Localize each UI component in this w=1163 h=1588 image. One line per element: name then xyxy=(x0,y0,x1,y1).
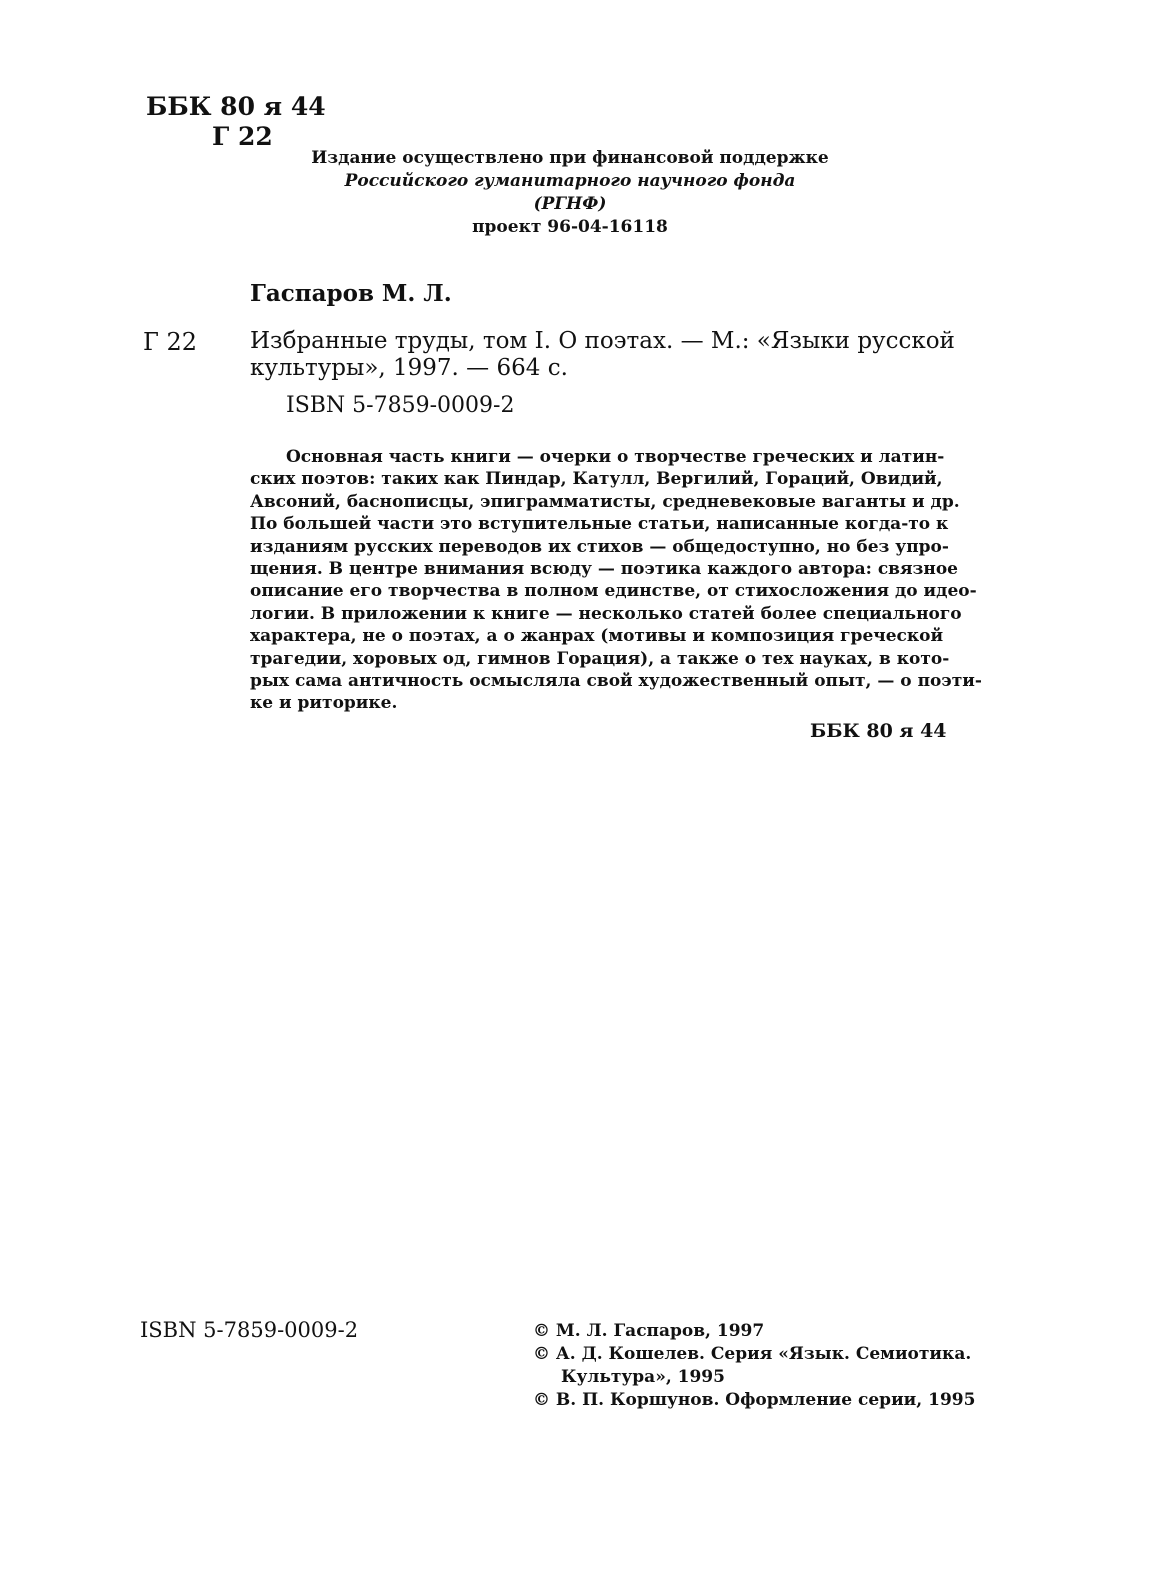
annotation-line: характера, не о поэтах, а о жанрах (мотивы и композиция греческой xyxy=(250,626,944,647)
funding-line: Издание осуществлено при финансовой поддержке xyxy=(311,148,829,168)
isbn-record: ISBN 5-7859-0009-2 xyxy=(286,393,515,418)
title-line: культуры», 1997. — 664 с. xyxy=(250,355,568,381)
annotation xyxy=(250,446,982,715)
funding-project: проект 96-04-16118 xyxy=(472,217,668,237)
bbk-code-top: ББК 80 я 44 xyxy=(146,92,326,121)
funding-fund-name: Российского гуманитарного научного фонда xyxy=(344,171,796,191)
copyright-line: © М. Л. Гаспаров, 1997 xyxy=(533,1321,765,1341)
annotation-line: Авсоний, баснописцы, эпиграмматисты, средневековые ваганты и др. xyxy=(250,491,960,512)
annotation-line: ке и риторике. xyxy=(250,693,398,714)
annotation-line: трагедии, хоровых од, гимнов Горация), а также о тех науках, в кото- xyxy=(250,648,950,669)
author-heading: Гаспаров М. Л. xyxy=(250,280,452,307)
annotation-line: рых сама античность осмысляла свой художественный опыт, — о поэти- xyxy=(250,671,982,692)
author-index-top: Г 22 xyxy=(212,122,273,151)
annotation-line: ских поэтов: таких как Пиндар, Катулл, Вергилий, Гораций, Овидий, xyxy=(250,469,943,490)
annotation-line: Основная часть книги — очерки о творчестве греческих и латин- xyxy=(286,447,945,467)
annotation-line: логии. В приложении к книге — несколько статей более специального xyxy=(250,603,962,624)
copyright-line: Культура», 1995 xyxy=(561,1367,725,1387)
annotation-line: описание его творчества в полном единстве, от стихосложения до идео- xyxy=(250,581,977,602)
isbn-footer: ISBN 5-7859-0009-2 xyxy=(140,1318,359,1342)
funding-note xyxy=(300,147,840,239)
funding-fund-abbr: (РГНФ) xyxy=(533,194,607,214)
author-index-side: Г 22 xyxy=(143,328,198,356)
title-line: Избранные труды, том I. О поэтах. — М.: «Языки русской xyxy=(250,328,955,354)
annotation-line: изданиям русских переводов их стихов — общедоступно, но без упро- xyxy=(250,536,949,557)
annotation-line: щения. В центре внимания всюду — поэтика каждого автора: связное xyxy=(250,559,958,580)
copyright-line: © В. П. Коршунов. Оформление серии, 1995 xyxy=(533,1390,976,1410)
copyright-block xyxy=(533,1320,975,1412)
copyright-line: © А. Д. Кошелев. Серия «Язык. Семиотика. xyxy=(533,1344,972,1364)
annotation-line: По большей части это вступительные статьи, написанные когда-то к xyxy=(250,514,949,535)
bbk-code-bottom: ББК 80 я 44 xyxy=(810,720,947,742)
bibliographic-title xyxy=(250,328,955,382)
